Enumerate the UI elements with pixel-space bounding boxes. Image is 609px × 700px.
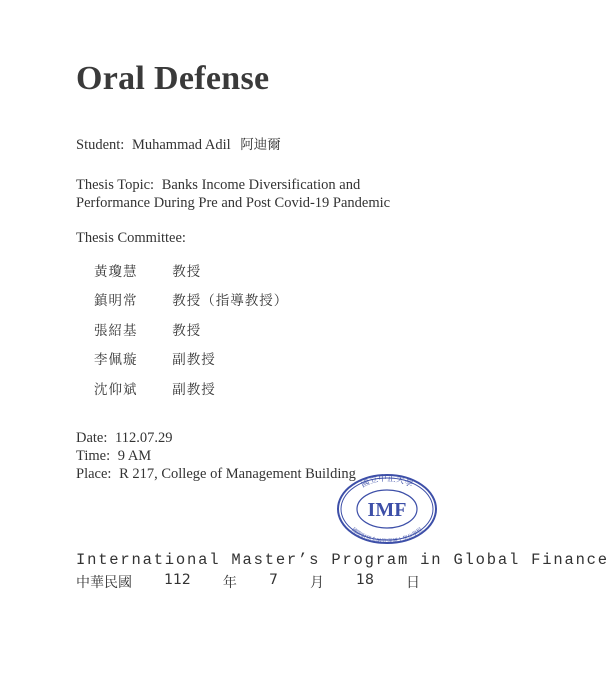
issue-country: 中華民國 <box>76 575 132 591</box>
time-line <box>76 446 151 466</box>
issue-date <box>76 572 420 592</box>
seal-bottom-text: 國際財務金融管理碩士學位學程 <box>350 527 424 545</box>
issue-day-char: 日 <box>405 575 420 591</box>
thesis-line-1 <box>76 175 360 195</box>
issue-month: 7 <box>268 572 278 588</box>
member-role: 教授 <box>172 264 202 280</box>
thesis-topic-line1: Banks Income Diversification and <box>161 177 361 193</box>
member-name: 沈仰斌 <box>94 382 138 398</box>
student-name-cjk: 阿迪爾 <box>240 137 281 153</box>
imf-seal-stamp <box>336 473 438 550</box>
program-name: International Master’s Program in Global Finance <box>76 551 609 569</box>
committee-member <box>94 292 288 310</box>
place-line <box>76 464 356 484</box>
seal-graphic <box>336 473 438 545</box>
committee-member <box>94 351 216 369</box>
student-line <box>76 135 281 155</box>
member-role: 教授（指導教授） <box>172 293 289 309</box>
date-line <box>76 428 173 448</box>
student-label: Student: <box>76 137 125 153</box>
member-role: 教授 <box>172 323 202 339</box>
time-label: Time: <box>76 448 111 464</box>
place-label: Place: <box>76 466 112 482</box>
thesis-topic-line2: Performance During Pre and Post Covid-19 Pandemic <box>76 195 391 211</box>
member-role: 副教授 <box>172 382 216 398</box>
member-name: 張紹基 <box>94 323 138 339</box>
issue-month-char: 月 <box>309 575 324 591</box>
member-role: 副教授 <box>172 352 216 368</box>
seal-center-text: IMF <box>367 499 407 521</box>
committee-member <box>94 381 216 399</box>
member-name: 鎮明常 <box>94 293 138 309</box>
student-name: Muhammad Adil <box>131 137 231 153</box>
page-title: Oral Defense <box>76 60 270 97</box>
date-label: Date: <box>76 430 108 446</box>
committee-member <box>94 263 201 281</box>
date-value: 112.07.29 <box>115 430 173 446</box>
thesis-label: Thesis Topic: <box>76 177 155 193</box>
committee-member <box>94 322 201 340</box>
member-name: 李佩璇 <box>94 352 138 368</box>
issue-year-char: 年 <box>222 575 237 591</box>
issue-year: 112 <box>164 572 191 588</box>
committee-label: Thesis Committee: <box>76 230 186 246</box>
member-name: 黃瓊慧 <box>94 264 138 280</box>
place-value: R 217, College of Management Building <box>119 466 356 482</box>
seal-top-text: 國立中正大學 <box>359 473 415 491</box>
issue-day: 18 <box>356 572 374 588</box>
time-value: 9 AM <box>117 448 152 464</box>
